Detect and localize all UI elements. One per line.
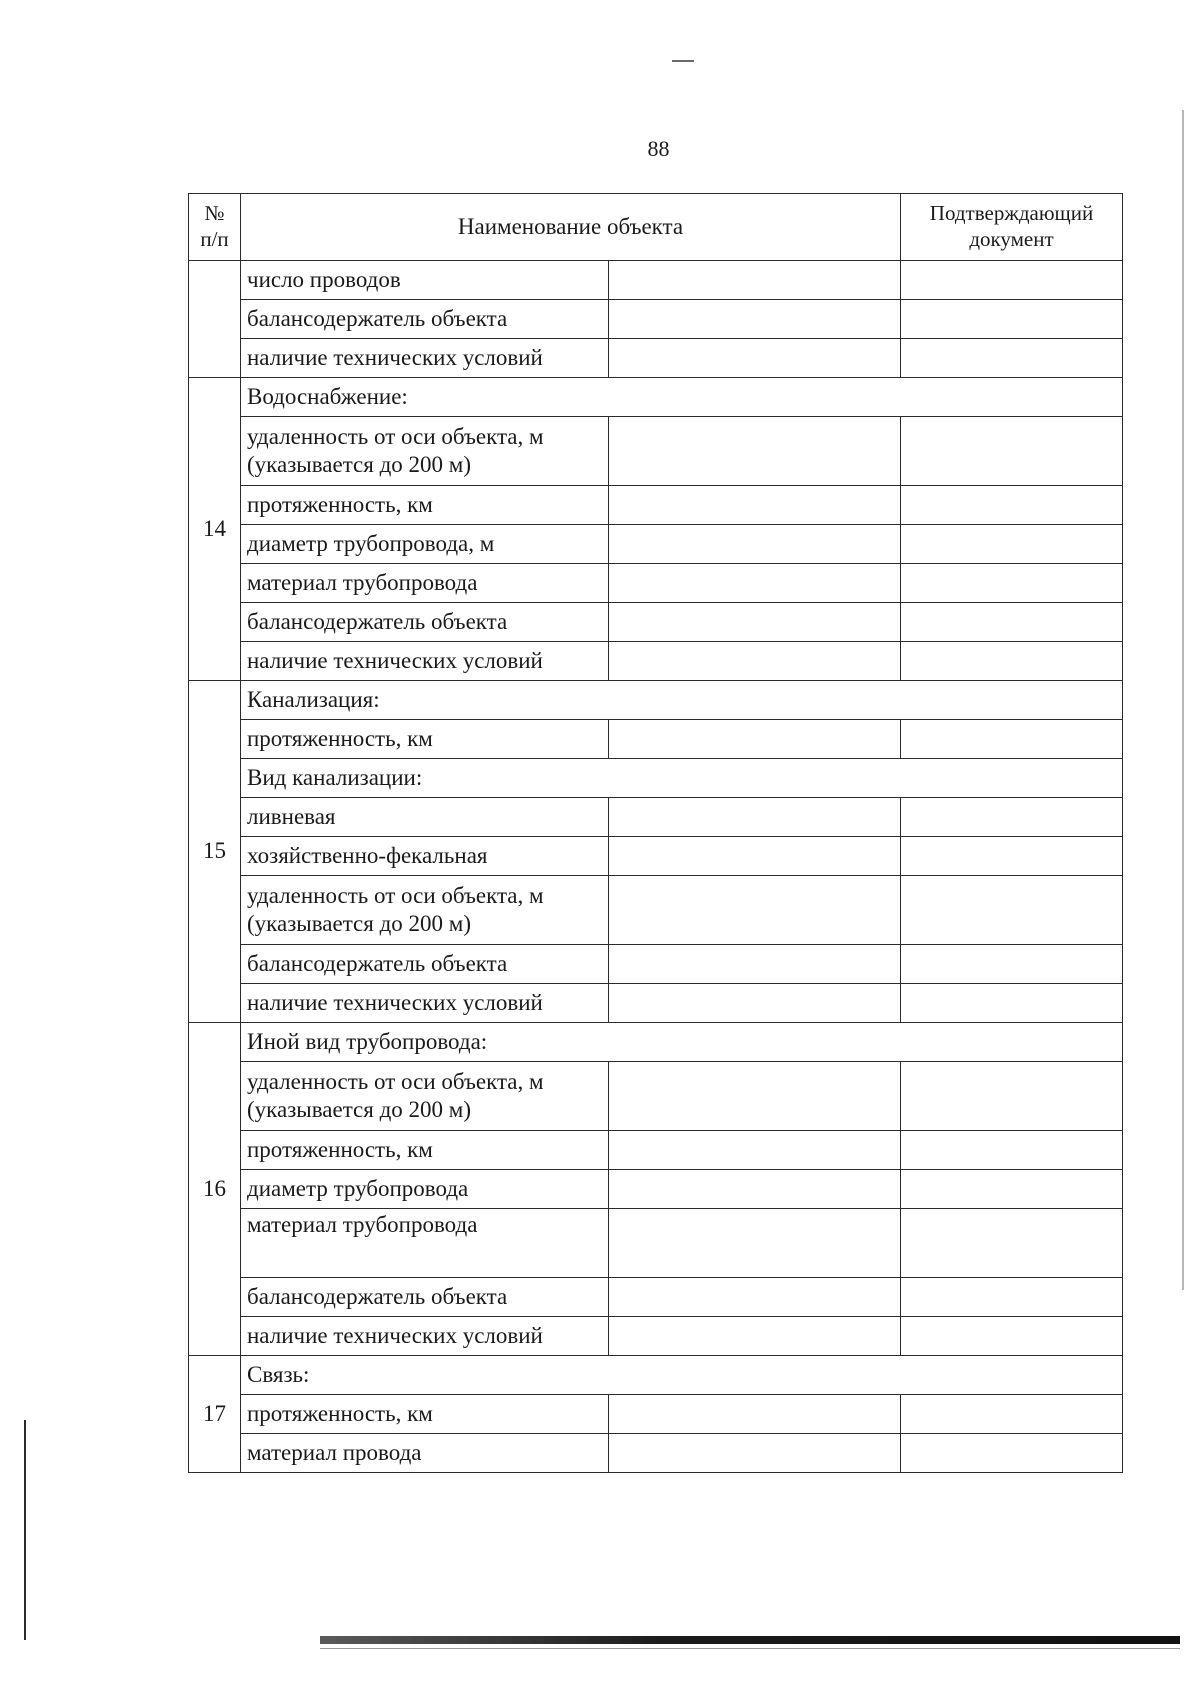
row-label: диаметр трубопровода: [241, 1170, 609, 1209]
page-number: 88: [647, 136, 670, 161]
row-label: наличие технических условий: [241, 1317, 609, 1356]
table-row: [189, 1131, 1123, 1170]
document-cell[interactable]: [901, 603, 1123, 642]
table-row: [189, 837, 1123, 876]
document-cell[interactable]: [901, 798, 1123, 837]
table-row: [189, 1062, 1123, 1131]
scan-edge-right: [1182, 110, 1184, 1290]
scan-edge-left: [24, 1420, 26, 1640]
item-number: 14: [189, 378, 241, 681]
row-label: протяженность, км: [241, 486, 609, 525]
document-cell[interactable]: [901, 945, 1123, 984]
row-label: протяженность, км: [241, 720, 609, 759]
value-cell[interactable]: [609, 1317, 901, 1356]
table-row: [189, 339, 1123, 378]
row-label: материал трубопровода: [241, 564, 609, 603]
value-cell[interactable]: [609, 984, 901, 1023]
table-row: [189, 1209, 1123, 1278]
value-cell[interactable]: [609, 642, 901, 681]
document-cell[interactable]: [901, 720, 1123, 759]
value-cell[interactable]: [609, 876, 901, 945]
row-label: балансодержатель объекта: [241, 603, 609, 642]
row-label: наличие технических условий: [241, 984, 609, 1023]
document-cell[interactable]: [901, 525, 1123, 564]
value-cell[interactable]: [609, 525, 901, 564]
document-cell[interactable]: [901, 876, 1123, 945]
table-row: [189, 798, 1123, 837]
value-cell[interactable]: [609, 720, 901, 759]
item-number: 15: [189, 681, 241, 1023]
document-cell[interactable]: [901, 417, 1123, 486]
item-number: [189, 261, 241, 378]
value-cell[interactable]: [609, 417, 901, 486]
row-label: протяженность, км: [241, 1131, 609, 1170]
row-label: диаметр трубопровода, м: [241, 525, 609, 564]
value-cell[interactable]: [609, 945, 901, 984]
value-cell[interactable]: [609, 798, 901, 837]
document-cell[interactable]: [901, 564, 1123, 603]
document-cell[interactable]: [901, 486, 1123, 525]
table-row: [189, 1395, 1123, 1434]
row-label: удаленность от оси объекта, м (указывается до 200 м): [241, 417, 609, 486]
table-row: [189, 642, 1123, 681]
row-label: балансодержатель объекта: [241, 1278, 609, 1317]
document-cell[interactable]: [901, 1062, 1123, 1131]
table-header-row: [189, 194, 1123, 261]
value-cell[interactable]: [609, 564, 901, 603]
row-label: наличие технических условий: [241, 642, 609, 681]
document-cell[interactable]: [901, 1395, 1123, 1434]
row-label: хозяйственно-фекальная: [241, 837, 609, 876]
table-row: [189, 1317, 1123, 1356]
document-cell[interactable]: [901, 1170, 1123, 1209]
section-title: Иной вид трубопровода:: [241, 1023, 1123, 1062]
row-label: балансодержатель объекта: [241, 945, 609, 984]
value-cell[interactable]: [609, 1170, 901, 1209]
row-label: материал трубопровода: [241, 1209, 609, 1278]
table-row: [189, 300, 1123, 339]
value-cell[interactable]: [609, 1209, 901, 1278]
table-body: [189, 261, 1123, 1473]
row-label: балансодержатель объекта: [241, 300, 609, 339]
table-row: [189, 945, 1123, 984]
value-cell[interactable]: [609, 1434, 901, 1473]
table-row: [189, 261, 1123, 300]
table-row: [189, 876, 1123, 945]
section-title: Водоснабжение:: [241, 378, 1123, 417]
row-label: протяженность, км: [241, 1395, 609, 1434]
document-cell[interactable]: [901, 642, 1123, 681]
table-row: [189, 603, 1123, 642]
item-number: 16: [189, 1023, 241, 1356]
table-row: [189, 486, 1123, 525]
value-cell[interactable]: [609, 1278, 901, 1317]
value-cell[interactable]: [609, 1395, 901, 1434]
section-title-row: [189, 1356, 1123, 1395]
document-cell[interactable]: [901, 1209, 1123, 1278]
section-title-row: [189, 681, 1123, 720]
table-row: [189, 1278, 1123, 1317]
value-cell[interactable]: [609, 837, 901, 876]
row-label: наличие технических условий: [241, 339, 609, 378]
scan-edge-bottom-thin: [320, 1648, 1180, 1649]
row-label: число проводов: [241, 261, 609, 300]
value-cell[interactable]: [609, 1131, 901, 1170]
table-row: [189, 984, 1123, 1023]
document-cell[interactable]: [901, 300, 1123, 339]
document-cell[interactable]: [901, 261, 1123, 300]
document-cell[interactable]: [901, 837, 1123, 876]
table-row: [189, 525, 1123, 564]
value-cell[interactable]: [609, 1062, 901, 1131]
table-row: [189, 417, 1123, 486]
value-cell[interactable]: [609, 261, 901, 300]
document-cell[interactable]: [901, 1317, 1123, 1356]
item-number: 17: [189, 1356, 241, 1473]
table-row: [189, 564, 1123, 603]
row-label: удаленность от оси объекта, м (указывается до 200 м): [241, 876, 609, 945]
document-cell[interactable]: [901, 1278, 1123, 1317]
value-cell[interactable]: [609, 603, 901, 642]
row-label: материал провода: [241, 1434, 609, 1473]
table-row: [189, 759, 1123, 798]
value-cell[interactable]: [609, 339, 901, 378]
header-document: Подтверждающий документ: [901, 194, 1123, 261]
value-cell[interactable]: [609, 300, 901, 339]
table-row: [189, 720, 1123, 759]
row-label: удаленность от оси объекта, м (указывается до 200 м): [241, 1062, 609, 1131]
section-title-row: [189, 1023, 1123, 1062]
header-number: № п/п: [189, 194, 241, 261]
value-cell[interactable]: [609, 486, 901, 525]
section-title: Канализация:: [241, 681, 1123, 720]
section-title-row: [189, 378, 1123, 417]
table-row: [189, 1434, 1123, 1473]
row-label: ливневая: [241, 798, 609, 837]
section-title: Связь:: [241, 1356, 1123, 1395]
document-cell[interactable]: [901, 339, 1123, 378]
scan-edge-bottom: [320, 1636, 1180, 1644]
table-row: [189, 1170, 1123, 1209]
scan-artifact-top: [672, 60, 694, 62]
subsection-title: Вид канализации:: [241, 759, 1123, 798]
document-cell[interactable]: [901, 1131, 1123, 1170]
objects-table: [188, 193, 1123, 1473]
document-cell[interactable]: [901, 1434, 1123, 1473]
document-cell[interactable]: [901, 984, 1123, 1023]
header-object-name: Наименование объекта: [241, 194, 901, 261]
